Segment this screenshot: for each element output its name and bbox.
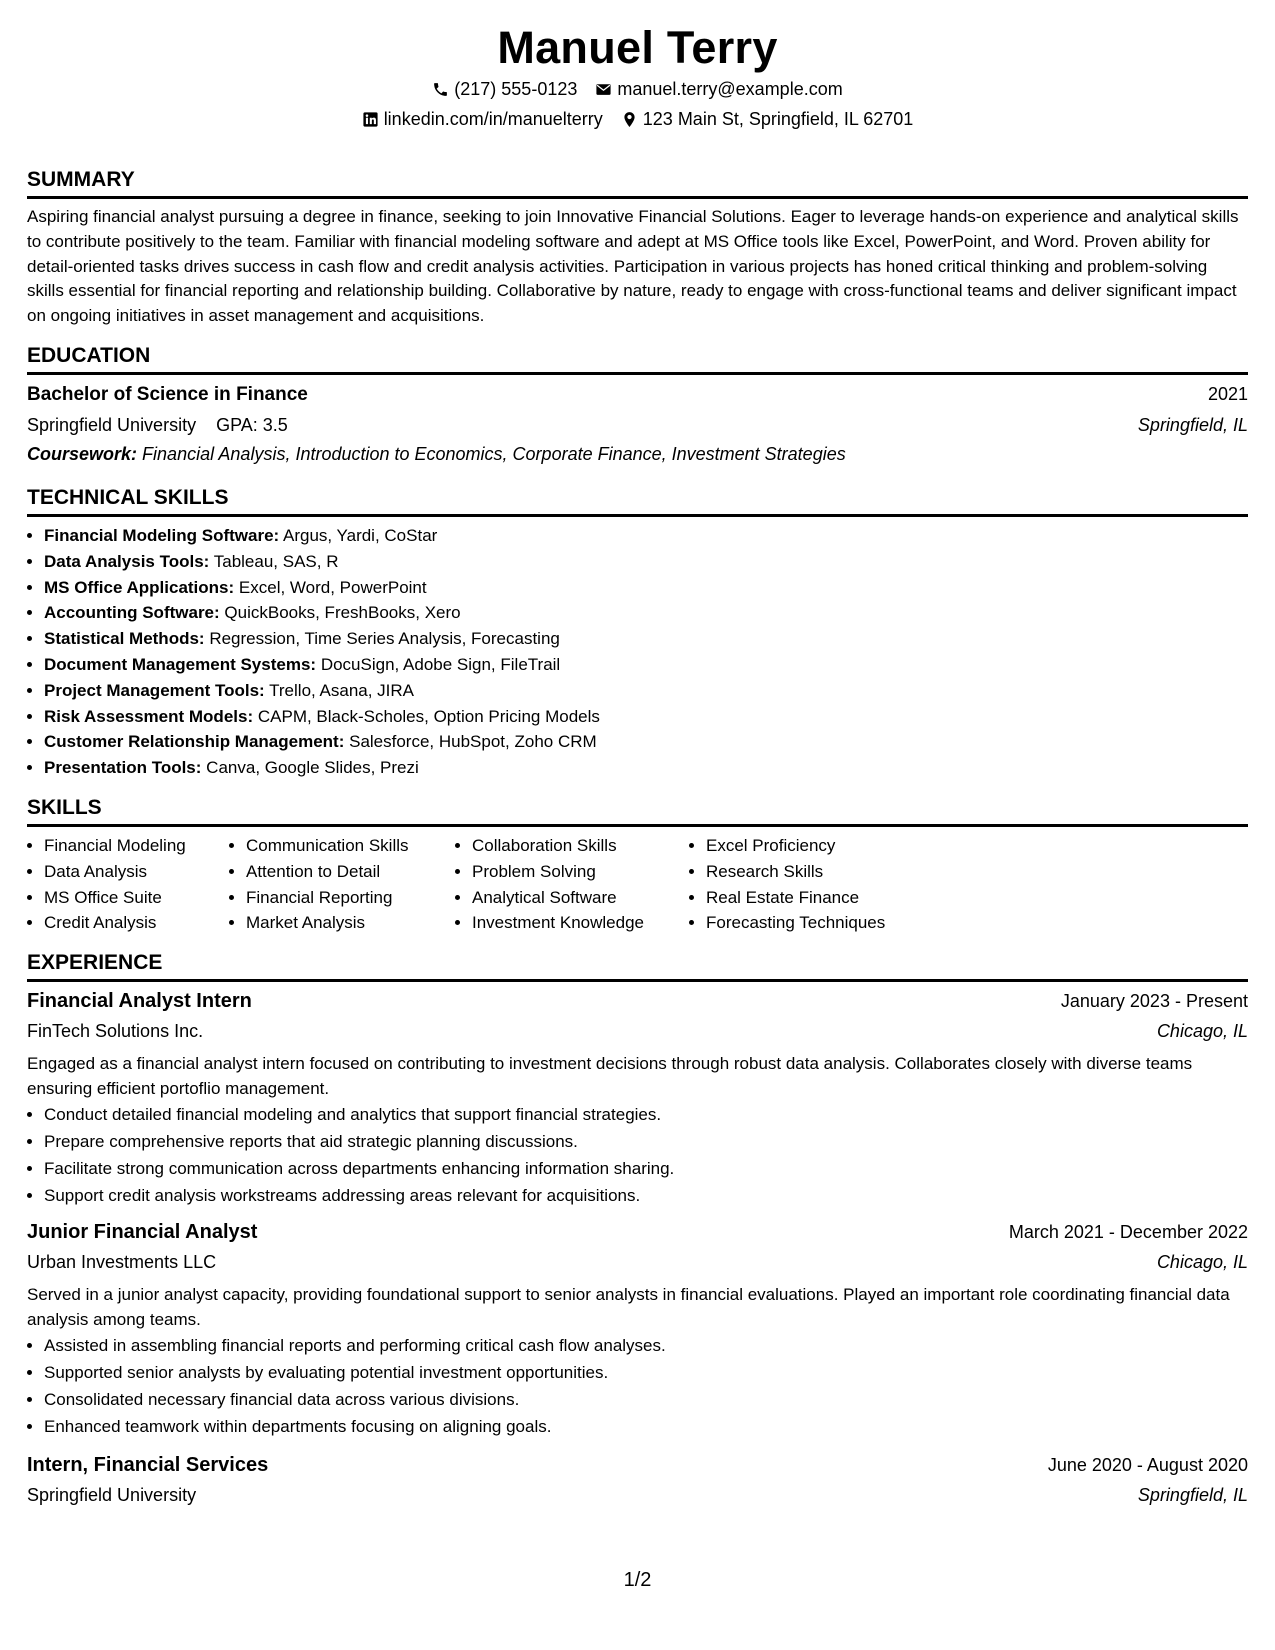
job-title: Financial Analyst Intern: [27, 990, 252, 1013]
list-item: • Attention to Detail: [246, 859, 455, 885]
list-item: • Facilitate strong communication across departments enhancing information sharing.: [44, 1155, 1248, 1182]
technical-skills-list: [27, 523, 1248, 781]
job-header: [27, 1217, 1248, 1247]
skills-grid: [27, 833, 1248, 936]
contact-row-2: [27, 104, 1248, 134]
list-item: • Project Management Tools: Trello, Asana, JIRA: [44, 678, 1248, 704]
job-bullets: [27, 1101, 1248, 1209]
list-item: • Financial Modeling Software: Argus, Yardi, CoStar: [44, 523, 1248, 549]
job-entry: [27, 1217, 1248, 1440]
skills-column-4: [689, 833, 949, 936]
job-subheader: [27, 1247, 1248, 1277]
job-subheader: [27, 1016, 1248, 1046]
skills-section: [27, 795, 1248, 936]
summary-heading: SUMMARY: [27, 167, 1248, 199]
job-entry: [27, 986, 1248, 1209]
coursework-line: [27, 440, 1248, 469]
list-item: • Collaboration Skills: [472, 833, 689, 859]
summary-section: [27, 167, 1248, 329]
list-item: • Support credit analysis workstreams addressing areas relevant for acquisitions.: [44, 1182, 1248, 1209]
job-subheader: [27, 1480, 1248, 1510]
skills-column-2: [229, 833, 455, 936]
skills-column-3: [455, 833, 689, 936]
list-item: • Presentation Tools: Canva, Google Slides, Prezi: [44, 755, 1248, 781]
company-name: Springfield University: [27, 1485, 197, 1506]
envelope-icon: [595, 81, 612, 98]
experience-section: [27, 950, 1248, 1510]
phone-contact: [432, 74, 577, 104]
job-title: Intern, Financial Services: [27, 1454, 269, 1477]
list-item: • Consolidated necessary financial data across various divisions.: [44, 1386, 1248, 1413]
job-bullets: [27, 1332, 1248, 1440]
list-item: • Assisted in assembling financial reports and performing critical cash flow analyses.: [44, 1332, 1248, 1359]
job-header: [27, 986, 1248, 1016]
list-item: • Prepare comprehensive reports that aid strategic planning discussions.: [44, 1128, 1248, 1155]
linkedin-text[interactable]: linkedin.com/in/manuelterry: [383, 109, 603, 129]
email-contact[interactable]: [595, 74, 842, 104]
gpa: GPA: 3.5: [216, 414, 288, 435]
email-text[interactable]: manuel.terry@example.com: [617, 79, 843, 99]
job-dates: January 2023 - Present: [1060, 991, 1248, 1012]
candidate-name: Manuel Terry: [497, 22, 778, 73]
job-dates: June 2020 - August 2020: [1047, 1455, 1248, 1476]
list-item: • Financial Reporting: [246, 885, 455, 911]
list-item: • Communication Skills: [246, 833, 455, 859]
education-row-1: [27, 379, 1248, 410]
list-item: • Research Skills: [706, 859, 949, 885]
list-item: • Customer Relationship Management: Salesforce, HubSpot, Zoho CRM: [44, 729, 1248, 755]
list-item: • MS Office Suite: [44, 885, 229, 911]
list-item: • Real Estate Finance: [706, 885, 949, 911]
list-item: • Enhanced teamwork within departments focusing on aligning goals.: [44, 1413, 1248, 1440]
experience-heading: EXPERIENCE: [27, 950, 1248, 982]
company-name: FinTech Solutions Inc.: [27, 1021, 204, 1042]
list-item: • Data Analysis: [44, 859, 229, 885]
job-dates: March 2021 - December 2022: [1008, 1222, 1248, 1243]
education-section: [27, 343, 1248, 469]
coursework-label: Coursework:: [27, 443, 138, 464]
list-item: • MS Office Applications: Excel, Word, PowerPoint: [44, 575, 1248, 601]
list-item: • Analytical Software: [472, 885, 689, 911]
list-item: • Problem Solving: [472, 859, 689, 885]
list-item: • Investment Knowledge: [472, 910, 689, 936]
list-item: • Document Management Systems: DocuSign, Adobe Sign, FileTrail: [44, 652, 1248, 678]
education-heading: EDUCATION: [27, 343, 1248, 375]
job-location: Chicago, IL: [1156, 1252, 1248, 1273]
technical-skills-heading: TECHNICAL SKILLS: [27, 485, 1248, 517]
list-item: • Financial Modeling: [44, 833, 229, 859]
education-row-2: [27, 410, 1248, 440]
job-entry: [27, 1450, 1248, 1510]
technical-skills-section: [27, 485, 1248, 781]
phone-icon: [432, 81, 449, 98]
job-title: Junior Financial Analyst: [27, 1221, 258, 1244]
job-description: Served in a junior analyst capacity, providing foundational support to senior analysts in financial evaluations. Played an important role coordinating financial data analysis among teams.: [27, 1285, 1230, 1329]
coursework-list: Financial Analysis, Introduction to Economics, Corporate Finance, Investment Strategies: [142, 443, 846, 464]
skills-heading: SKILLS: [27, 795, 1248, 827]
school-location: Springfield, IL: [1137, 414, 1248, 435]
phone-text: (217) 555-0123: [454, 79, 578, 99]
school-name: Springfield University: [27, 414, 197, 435]
list-item: • Statistical Methods: Regression, Time Series Analysis, Forecasting: [44, 626, 1248, 652]
job-description: Engaged as a financial analyst intern focused on contributing to investment decisions through robust data analysis. Collaborates closely with diverse teams ensuring efficient portoflio management.: [27, 1054, 1193, 1098]
list-item: • Conduct detailed financial modeling and analytics that support financial strategies.: [44, 1101, 1248, 1128]
linkedin-contact[interactable]: [362, 104, 603, 134]
summary-text: Aspiring financial analyst pursuing a degree in finance, seeking to join Innovative Financial Solutions. Eager to leverage hands-on experience and analytical skills to contribute positively to the team. Familiar with financial modeling software and adept at MS Office tools like Excel, PowerPoint, and Word. Proven ability for detail-oriented tasks drives success in cash flow and credit analysis activities. Participation in various projects has honed critical thinking and problem-solving skills essential for financial reporting and relationship building. Collaborative by nature, ready to engage with cross-functional teams and deliver significant impact on ongoing initiatives in asset management and acquisitions.: [27, 207, 1239, 326]
address-contact: [621, 104, 914, 134]
linkedin-icon: [362, 111, 379, 128]
list-item: • Excel Proficiency: [706, 833, 949, 859]
address-text: 123 Main St, Springfield, IL 62701: [642, 109, 914, 129]
list-item: • Data Analysis Tools: Tableau, SAS, R: [44, 549, 1248, 575]
list-item: • Supported senior analysts by evaluating potential investment opportunities.: [44, 1359, 1248, 1386]
page-number: 1/2: [623, 1569, 652, 1591]
company-name: Urban Investments LLC: [27, 1252, 217, 1273]
list-item: • Market Analysis: [246, 910, 455, 936]
job-location: Chicago, IL: [1156, 1021, 1248, 1042]
map-pin-icon: [621, 111, 638, 128]
job-location: Springfield, IL: [1137, 1485, 1248, 1506]
list-item: • Forecasting Techniques: [706, 910, 949, 936]
job-header: [27, 1450, 1248, 1480]
graduation-year: 2021: [1207, 383, 1248, 404]
skills-column-1: [27, 833, 229, 936]
list-item: • Accounting Software: QuickBooks, FreshBooks, Xero: [44, 600, 1248, 626]
degree-name: Bachelor of Science in Finance: [27, 383, 308, 405]
list-item: • Risk Assessment Models: CAPM, Black-Scholes, Option Pricing Models: [44, 704, 1248, 730]
school-line: [27, 411, 288, 440]
contact-row-1: [27, 74, 1248, 104]
list-item: • Credit Analysis: [44, 910, 229, 936]
